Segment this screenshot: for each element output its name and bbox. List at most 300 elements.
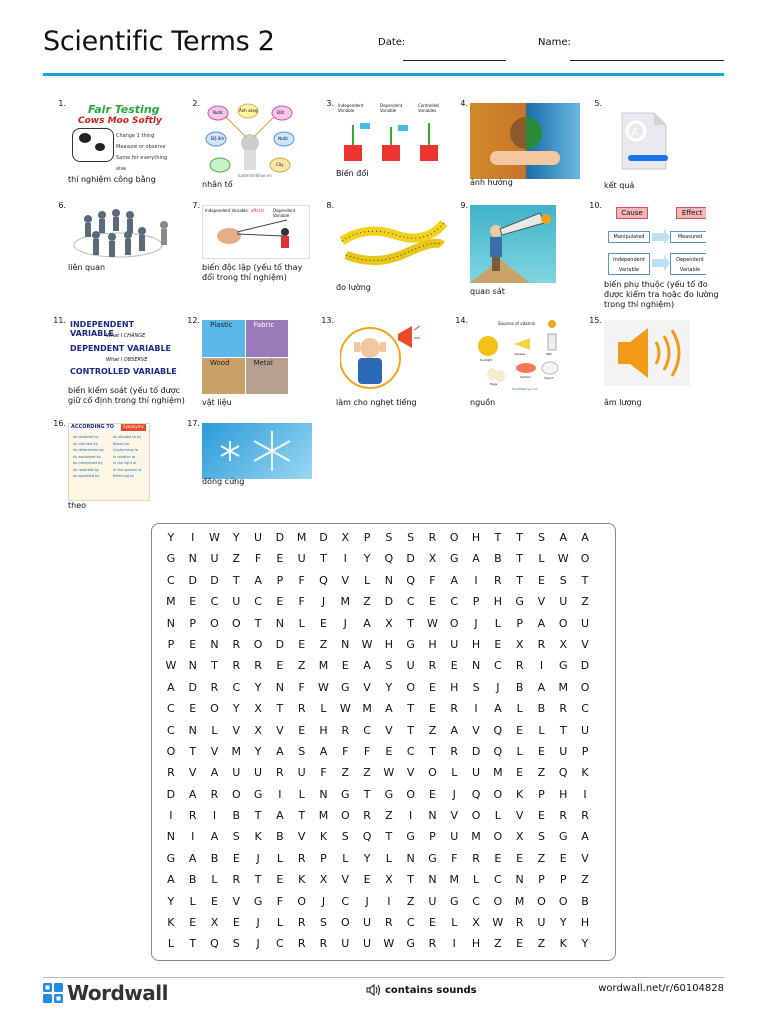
grid-letter[interactable]: E <box>537 744 545 758</box>
grid-letter[interactable]: G <box>384 787 394 801</box>
word-search-grid[interactable] <box>160 531 596 959</box>
grid-letter[interactable]: A <box>537 680 546 694</box>
grid-letter[interactable]: R <box>472 851 480 865</box>
grid-letter[interactable]: A <box>450 573 459 587</box>
grid-letter[interactable]: C <box>232 680 241 694</box>
grid-letter[interactable]: N <box>428 873 437 887</box>
grid-letter[interactable]: W <box>557 552 569 566</box>
grid-letter[interactable]: C <box>581 702 589 716</box>
grid-letter[interactable]: C <box>494 873 502 887</box>
grid-letter[interactable]: N <box>471 659 481 673</box>
grid-letter[interactable]: U <box>363 916 372 930</box>
grid-letter[interactable]: K <box>298 873 306 887</box>
grid-letter[interactable]: X <box>254 723 262 737</box>
grid-letter[interactable]: U <box>232 766 241 780</box>
grid-letter[interactable]: C <box>363 723 371 737</box>
grid-letter[interactable]: T <box>407 723 415 737</box>
grid-letter[interactable]: R <box>297 916 306 930</box>
grid-letter[interactable]: V <box>406 766 415 780</box>
grid-letter[interactable]: E <box>450 659 458 673</box>
grid-letter[interactable]: V <box>537 595 546 609</box>
grid-letter[interactable]: I <box>474 702 478 716</box>
grid-letter[interactable]: M <box>449 873 459 887</box>
grid-letter[interactable]: I <box>409 809 413 823</box>
grid-letter[interactable]: H <box>450 680 459 694</box>
grid-letter[interactable]: W <box>209 531 220 544</box>
grid-letter[interactable]: P <box>363 531 371 544</box>
grid-letter[interactable]: H <box>580 916 590 930</box>
grid-letter[interactable]: E <box>537 573 545 587</box>
grid-letter[interactable]: G <box>406 830 415 844</box>
grid-letter[interactable]: L <box>385 851 392 865</box>
grid-letter[interactable]: P <box>559 873 567 887</box>
grid-letter[interactable]: E <box>276 659 284 673</box>
grid-letter[interactable]: D <box>471 744 481 758</box>
grid-letter[interactable]: L <box>167 937 174 951</box>
grid-letter[interactable]: O <box>558 616 568 630</box>
grid-letter[interactable]: W <box>492 916 504 930</box>
grid-letter[interactable]: R <box>167 766 175 780</box>
name-field[interactable] <box>570 60 724 61</box>
grid-letter[interactable]: Q <box>493 723 503 737</box>
grid-letter[interactable]: N <box>406 851 415 865</box>
grid-letter[interactable]: C <box>406 595 415 609</box>
grid-letter[interactable]: A <box>581 830 589 844</box>
grid-letter[interactable]: G <box>449 894 459 908</box>
grid-letter[interactable]: D <box>319 531 328 544</box>
grid-letter[interactable]: G <box>406 937 415 951</box>
grid-letter[interactable]: E <box>516 766 524 780</box>
grid-letter[interactable]: B <box>210 851 219 865</box>
grid-letter[interactable]: E <box>189 916 197 930</box>
grid-letter[interactable]: S <box>385 659 393 673</box>
grid-letter[interactable]: G <box>558 659 568 673</box>
grid-letter[interactable]: P <box>538 787 545 801</box>
grid-letter[interactable]: T <box>211 659 218 673</box>
grid-letter[interactable]: Z <box>385 809 393 823</box>
grid-letter[interactable]: M <box>296 531 307 544</box>
grid-letter[interactable]: P <box>320 851 327 865</box>
grid-letter[interactable]: Z <box>537 937 546 951</box>
grid-letter[interactable]: E <box>516 851 524 865</box>
grid-letter[interactable]: J <box>343 616 347 630</box>
grid-letter[interactable]: Q <box>362 830 372 844</box>
grid-letter[interactable]: R <box>297 937 306 951</box>
grid-letter[interactable]: S <box>232 830 240 844</box>
grid-letter[interactable]: O <box>471 809 481 823</box>
grid-letter[interactable]: M <box>318 809 329 823</box>
grid-letter[interactable]: Z <box>428 723 437 737</box>
activity-url[interactable]: wordwall.net/r/60104828 <box>598 983 724 994</box>
grid-letter[interactable]: S <box>407 531 415 544</box>
grid-letter[interactable]: L <box>276 851 283 865</box>
grid-letter[interactable]: N <box>166 830 176 844</box>
grid-letter[interactable]: R <box>428 659 437 673</box>
grid-letter[interactable]: D <box>166 787 176 801</box>
grid-letter[interactable]: C <box>406 916 415 930</box>
grid-letter[interactable]: N <box>210 637 219 651</box>
grid-letter[interactable]: Y <box>254 744 262 758</box>
grid-letter[interactable]: A <box>276 744 284 758</box>
grid-letter[interactable]: J <box>496 680 500 694</box>
grid-letter[interactable]: R <box>428 531 437 544</box>
grid-letter[interactable]: G <box>253 894 263 908</box>
grid-letter[interactable]: V <box>188 766 197 780</box>
grid-letter[interactable]: X <box>515 830 524 844</box>
grid-letter[interactable]: T <box>254 873 262 887</box>
grid-letter[interactable]: K <box>581 766 589 780</box>
grid-letter[interactable]: E <box>189 595 197 609</box>
grid-letter[interactable]: W <box>318 680 329 694</box>
grid-letter[interactable]: G <box>449 552 459 566</box>
grid-letter[interactable]: E <box>537 809 545 823</box>
grid-letter[interactable]: U <box>363 937 372 951</box>
grid-letter[interactable]: E <box>516 723 524 737</box>
grid-letter[interactable]: F <box>342 744 349 758</box>
grid-letter[interactable]: L <box>494 616 501 630</box>
grid-letter[interactable]: S <box>385 531 393 544</box>
grid-letter[interactable]: M <box>558 680 568 694</box>
grid-letter[interactable]: O <box>231 787 241 801</box>
grid-letter[interactable]: V <box>515 809 524 823</box>
grid-letter[interactable]: E <box>276 552 284 566</box>
grid-letter[interactable]: S <box>232 937 240 951</box>
grid-letter[interactable]: J <box>321 595 326 609</box>
grid-letter[interactable]: U <box>341 937 350 951</box>
grid-letter[interactable]: R <box>428 937 437 951</box>
grid-letter[interactable]: L <box>298 616 305 630</box>
grid-letter[interactable]: J <box>452 787 456 801</box>
grid-letter[interactable]: P <box>581 744 589 758</box>
grid-letter[interactable]: W <box>383 937 395 951</box>
grid-letter[interactable]: U <box>472 766 481 780</box>
grid-letter[interactable]: Z <box>341 766 350 780</box>
grid-letter[interactable]: R <box>581 809 589 823</box>
grid-letter[interactable]: F <box>298 595 305 609</box>
grid-letter[interactable]: N <box>515 873 524 887</box>
grid-letter[interactable]: S <box>472 680 480 694</box>
grid-letter[interactable]: U <box>210 552 219 566</box>
grid-letter[interactable]: L <box>342 851 349 865</box>
grid-letter[interactable]: G <box>558 830 568 844</box>
grid-letter[interactable]: V <box>232 894 241 908</box>
grid-letter[interactable]: E <box>320 616 327 630</box>
grid-letter[interactable]: N <box>188 723 197 737</box>
grid-letter[interactable]: U <box>232 595 241 609</box>
grid-letter[interactable]: D <box>188 680 197 694</box>
grid-letter[interactable]: A <box>319 744 328 758</box>
grid-letter[interactable]: B <box>515 680 524 694</box>
grid-letter[interactable]: X <box>385 873 393 887</box>
grid-letter[interactable]: P <box>429 830 436 844</box>
grid-letter[interactable]: A <box>167 680 175 694</box>
grid-letter[interactable]: A <box>537 616 546 630</box>
grid-letter[interactable]: D <box>406 552 415 566</box>
grid-letter[interactable]: Y <box>385 680 393 694</box>
grid-letter[interactable]: W <box>427 616 438 630</box>
grid-letter[interactable]: N <box>428 809 437 823</box>
grid-letter[interactable]: N <box>319 787 328 801</box>
grid-letter[interactable]: V <box>581 851 589 865</box>
grid-letter[interactable]: T <box>407 616 415 630</box>
grid-letter[interactable]: E <box>189 637 197 651</box>
grid-letter[interactable]: Y <box>363 851 371 865</box>
grid-letter[interactable]: E <box>363 873 371 887</box>
grid-letter[interactable]: V <box>297 830 306 844</box>
grid-letter[interactable]: P <box>538 873 545 887</box>
grid-letter[interactable]: O <box>297 894 307 908</box>
grid-letter[interactable]: X <box>319 873 328 887</box>
grid-letter[interactable]: X <box>472 916 480 930</box>
grid-letter[interactable]: C <box>167 723 175 737</box>
grid-letter[interactable]: E <box>428 787 436 801</box>
grid-letter[interactable]: C <box>167 573 175 587</box>
grid-letter[interactable]: A <box>472 552 480 566</box>
grid-letter[interactable]: C <box>254 595 262 609</box>
grid-letter[interactable]: T <box>516 573 524 587</box>
grid-letter[interactable]: C <box>167 702 175 716</box>
grid-letter[interactable]: U <box>450 637 459 651</box>
grid-letter[interactable]: K <box>319 830 328 844</box>
grid-letter[interactable]: O <box>210 702 219 716</box>
grid-letter[interactable]: A <box>363 659 371 673</box>
grid-letter[interactable]: F <box>451 851 458 865</box>
grid-letter[interactable]: V <box>341 873 350 887</box>
grid-letter[interactable]: R <box>210 787 219 801</box>
grid-letter[interactable]: N <box>341 637 350 651</box>
grid-letter[interactable]: V <box>450 809 459 823</box>
grid-letter[interactable]: S <box>298 744 306 758</box>
grid-letter[interactable]: X <box>210 916 219 930</box>
grid-letter[interactable]: L <box>516 702 523 716</box>
grid-letter[interactable]: O <box>449 616 459 630</box>
grid-letter[interactable]: R <box>319 937 328 951</box>
grid-letter[interactable]: A <box>210 766 219 780</box>
grid-letter[interactable]: E <box>232 916 240 930</box>
grid-letter[interactable]: U <box>406 659 415 673</box>
grid-letter[interactable]: O <box>428 766 437 780</box>
grid-letter[interactable]: Q <box>558 766 568 780</box>
grid-letter[interactable]: T <box>320 552 327 566</box>
grid-letter[interactable]: Z <box>232 552 241 566</box>
grid-letter[interactable]: F <box>429 573 436 587</box>
grid-letter[interactable]: H <box>471 637 481 651</box>
grid-letter[interactable]: A <box>167 873 175 887</box>
grid-letter[interactable]: V <box>385 723 393 737</box>
grid-letter[interactable]: R <box>450 702 459 716</box>
grid-letter[interactable]: K <box>167 916 175 930</box>
grid-letter[interactable]: L <box>451 766 458 780</box>
grid-letter[interactable]: M <box>231 744 242 758</box>
grid-letter[interactable]: F <box>320 766 327 780</box>
grid-letter[interactable]: C <box>472 894 480 908</box>
grid-letter[interactable]: R <box>297 851 306 865</box>
grid-letter[interactable]: C <box>450 595 459 609</box>
grid-letter[interactable]: E <box>341 659 349 673</box>
grid-letter[interactable]: U <box>581 723 590 737</box>
grid-letter[interactable]: M <box>493 766 503 780</box>
grid-letter[interactable]: H <box>428 637 437 651</box>
grid-letter[interactable]: H <box>493 595 502 609</box>
grid-letter[interactable]: R <box>210 680 219 694</box>
grid-letter[interactable]: O <box>558 894 568 908</box>
grid-letter[interactable]: D <box>275 637 285 651</box>
grid-letter[interactable]: N <box>188 659 197 673</box>
grid-letter[interactable]: C <box>494 659 502 673</box>
grid-letter[interactable]: A <box>581 531 589 544</box>
grid-letter[interactable]: M <box>166 595 176 609</box>
grid-letter[interactable]: A <box>450 723 459 737</box>
grid-letter[interactable]: Q <box>384 552 394 566</box>
grid-letter[interactable]: X <box>385 616 393 630</box>
grid-letter[interactable]: L <box>189 894 196 908</box>
grid-letter[interactable]: J <box>365 894 369 908</box>
grid-letter[interactable]: J <box>474 616 478 630</box>
grid-letter[interactable]: W <box>165 659 177 673</box>
grid-letter[interactable]: O <box>210 616 219 630</box>
grid-letter[interactable]: Q <box>471 787 481 801</box>
grid-letter[interactable]: A <box>494 702 502 716</box>
grid-letter[interactable]: Z <box>319 637 328 651</box>
grid-letter[interactable]: H <box>319 723 328 737</box>
grid-letter[interactable]: T <box>559 723 567 737</box>
grid-letter[interactable]: D <box>275 531 285 544</box>
grid-letter[interactable]: Y <box>254 680 262 694</box>
grid-letter[interactable]: M <box>362 702 372 716</box>
grid-letter[interactable]: E <box>494 851 502 865</box>
grid-letter[interactable]: L <box>472 873 480 887</box>
grid-letter[interactable]: T <box>363 787 371 801</box>
grid-letter[interactable]: B <box>188 873 197 887</box>
grid-letter[interactable]: P <box>167 637 175 651</box>
grid-letter[interactable]: D <box>384 595 394 609</box>
grid-letter[interactable]: G <box>406 637 415 651</box>
grid-letter[interactable]: F <box>298 680 305 694</box>
grid-letter[interactable]: I <box>474 573 478 587</box>
grid-letter[interactable]: U <box>428 894 437 908</box>
grid-letter[interactable]: O <box>580 680 590 694</box>
grid-letter[interactable]: Y <box>167 894 175 908</box>
grid-letter[interactable]: E <box>428 702 436 716</box>
grid-letter[interactable]: H <box>471 531 481 544</box>
grid-letter[interactable]: I <box>539 659 544 673</box>
grid-letter[interactable]: R <box>232 637 241 651</box>
grid-letter[interactable]: P <box>516 616 523 630</box>
grid-letter[interactable]: N <box>188 552 197 566</box>
grid-letter[interactable]: O <box>493 894 503 908</box>
grid-letter[interactable]: E <box>559 851 567 865</box>
grid-letter[interactable]: I <box>387 894 391 908</box>
grid-letter[interactable]: J <box>256 937 260 951</box>
grid-letter[interactable]: H <box>384 637 393 651</box>
grid-letter[interactable]: L <box>298 787 305 801</box>
grid-letter[interactable]: T <box>516 552 524 566</box>
grid-letter[interactable]: T <box>407 873 415 887</box>
grid-letter[interactable]: M <box>471 830 481 844</box>
grid-letter[interactable]: A <box>385 702 393 716</box>
grid-letter[interactable]: U <box>297 766 306 780</box>
grid-letter[interactable]: Y <box>559 916 567 930</box>
grid-letter[interactable]: G <box>341 787 350 801</box>
grid-letter[interactable]: S <box>319 916 327 930</box>
grid-letter[interactable]: X <box>341 531 350 544</box>
grid-letter[interactable]: V <box>581 637 589 651</box>
grid-letter[interactable]: F <box>298 573 305 587</box>
grid-letter[interactable]: E <box>276 873 284 887</box>
grid-letter[interactable]: A <box>254 573 262 587</box>
grid-letter[interactable]: B <box>276 830 284 844</box>
grid-letter[interactable]: E <box>298 637 306 651</box>
grid-letter[interactable]: L <box>451 916 458 930</box>
grid-letter[interactable]: N <box>384 573 393 587</box>
grid-letter[interactable]: C <box>406 744 415 758</box>
grid-letter[interactable]: R <box>254 659 262 673</box>
grid-letter[interactable]: X <box>428 552 437 566</box>
grid-letter[interactable]: F <box>363 744 371 758</box>
grid-letter[interactable]: Y <box>581 937 589 951</box>
grid-letter[interactable]: Z <box>297 659 306 673</box>
grid-letter[interactable]: S <box>537 531 545 544</box>
grid-letter[interactable]: K <box>559 937 567 951</box>
grid-letter[interactable]: E <box>276 595 284 609</box>
grid-letter[interactable]: R <box>515 659 524 673</box>
grid-letter[interactable]: P <box>276 573 284 587</box>
grid-letter[interactable]: O <box>406 680 415 694</box>
grid-letter[interactable]: J <box>321 894 326 908</box>
grid-letter[interactable]: N <box>275 680 284 694</box>
grid-letter[interactable]: T <box>189 744 197 758</box>
grid-letter[interactable]: O <box>253 637 263 651</box>
grid-letter[interactable]: E <box>211 894 218 908</box>
grid-letter[interactable]: O <box>340 916 350 930</box>
grid-letter[interactable]: W <box>339 702 351 716</box>
grid-letter[interactable]: T <box>581 573 589 587</box>
grid-letter[interactable]: N <box>275 616 284 630</box>
grid-letter[interactable]: L <box>364 573 371 587</box>
grid-letter[interactable]: M <box>318 659 329 673</box>
grid-letter[interactable]: S <box>537 830 545 844</box>
grid-letter[interactable]: V <box>276 723 284 737</box>
grid-letter[interactable]: T <box>189 937 197 951</box>
grid-letter[interactable]: T <box>254 616 262 630</box>
grid-letter[interactable]: R <box>232 873 241 887</box>
grid-letter[interactable]: B <box>232 809 241 823</box>
grid-letter[interactable]: Z <box>406 894 415 908</box>
grid-letter[interactable]: H <box>559 787 568 801</box>
grid-letter[interactable]: R <box>537 637 546 651</box>
grid-letter[interactable]: U <box>559 595 568 609</box>
grid-letter[interactable]: V <box>363 680 371 694</box>
grid-letter[interactable]: U <box>450 830 459 844</box>
grid-letter[interactable]: L <box>516 744 523 758</box>
grid-letter[interactable]: I <box>278 787 282 801</box>
grid-letter[interactable]: Z <box>494 937 502 951</box>
grid-letter[interactable]: L <box>538 723 545 737</box>
grid-letter[interactable]: G <box>515 595 524 609</box>
grid-letter[interactable]: G <box>428 851 437 865</box>
grid-letter[interactable]: T <box>276 702 284 716</box>
grid-letter[interactable]: F <box>254 552 262 566</box>
grid-letter[interactable]: M <box>340 595 351 609</box>
grid-letter[interactable]: A <box>210 830 219 844</box>
grid-letter[interactable]: T <box>407 702 415 716</box>
grid-letter[interactable]: I <box>212 809 217 823</box>
grid-letter[interactable]: Z <box>363 595 371 609</box>
grid-letter[interactable]: R <box>385 916 393 930</box>
grid-letter[interactable]: I <box>583 787 587 801</box>
grid-letter[interactable]: Z <box>537 851 546 865</box>
grid-letter[interactable]: T <box>232 573 240 587</box>
